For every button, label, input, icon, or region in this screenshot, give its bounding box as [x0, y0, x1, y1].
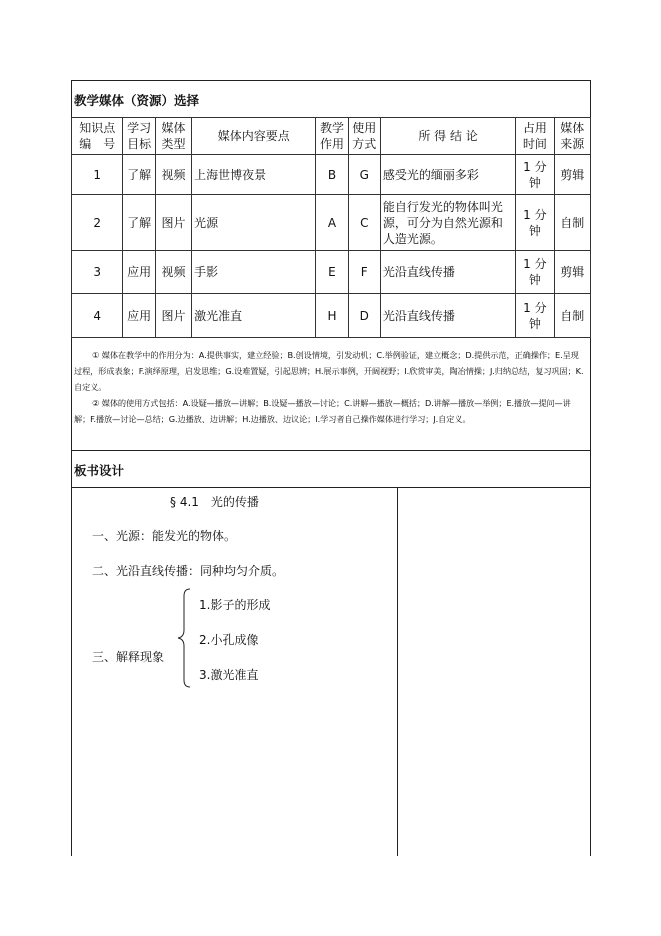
- media-section-title: 教学媒体（资源）选择: [74, 93, 200, 108]
- table-row: [72, 195, 591, 251]
- board-section-title: 板书设计: [74, 463, 125, 478]
- cell-source: 剪辑: [554, 155, 590, 195]
- cell-number: 3: [72, 251, 123, 294]
- cell-goal: 应用: [123, 251, 155, 294]
- board-divider-bottom: [71, 487, 591, 488]
- cell-time: 1 分钟: [516, 251, 554, 294]
- header-number: 知识点 编 号: [72, 118, 123, 155]
- cell-conclusion: 感受光的缅丽多彩: [380, 155, 515, 195]
- cell-content: 手影: [192, 251, 316, 294]
- cell-number: 2: [72, 195, 123, 251]
- cell-time: 1 分钟: [516, 294, 554, 338]
- board-sub-pinhole: 2.小孔成像: [199, 633, 259, 647]
- cell-role: B: [316, 155, 348, 195]
- cell-mode: G: [348, 155, 380, 195]
- cell-mode: F: [348, 251, 380, 294]
- table-row: [72, 251, 591, 294]
- board-column-divider: [397, 487, 398, 856]
- cell-content: 激光准直: [192, 294, 316, 338]
- header-goal: 学习 目标: [123, 118, 155, 155]
- board-item-straight-line: 二、光沿直线传播：同种均匀介质。: [92, 564, 285, 578]
- board-divider-top: [71, 450, 591, 451]
- header-type: 媒体 类型: [155, 118, 191, 155]
- frame-top: [71, 80, 591, 81]
- cell-content: 上海世博夜景: [192, 155, 316, 195]
- cell-type: 图片: [155, 294, 191, 338]
- cell-type: 视频: [155, 155, 191, 195]
- cell-number: 4: [72, 294, 123, 338]
- cell-role: E: [316, 251, 348, 294]
- header-time: 占用 时间: [516, 118, 554, 155]
- cell-content: 光源: [192, 195, 316, 251]
- cell-time: 1 分钟: [516, 195, 554, 251]
- cell-goal: 应用: [123, 294, 155, 338]
- cell-conclusion: 能自行发光的物体叫光源，可分为自然光源和人造光源。: [380, 195, 515, 251]
- cell-time: 1 分钟: [516, 155, 554, 195]
- board-item-light-source: 一、光源：能发光的物体。: [92, 529, 237, 543]
- media-table: [71, 117, 591, 338]
- cell-source: 自制: [554, 195, 590, 251]
- cell-source: 剪辑: [554, 251, 590, 294]
- header-conclusion: 所 得 结 论: [380, 118, 515, 155]
- table-row: [72, 155, 591, 195]
- cell-goal: 了解: [123, 155, 155, 195]
- cell-role: H: [316, 294, 348, 338]
- cell-role: A: [316, 195, 348, 251]
- cell-mode: C: [348, 195, 380, 251]
- curly-brace: [176, 588, 192, 688]
- board-heading: § 4.1 光的传播: [170, 495, 259, 509]
- header-content: 媒体内容要点: [192, 118, 316, 155]
- cell-number: 1: [72, 155, 123, 195]
- header-source: 媒体 来源: [554, 118, 590, 155]
- cell-type: 图片: [155, 195, 191, 251]
- board-item-explain: 三、解释现象: [92, 650, 165, 664]
- board-sub-shadow: 1.影子的形成: [199, 598, 271, 612]
- cell-conclusion: 光沿直线传播: [380, 294, 515, 338]
- media-table-header: [72, 118, 591, 155]
- media-mode-note: ② 媒体的使用方式包括：A.设疑—播放—讲解；B.设疑—播放—讨论；C.讲解—播放—概括；D.讲解—播放—举例；E.播放—提问—讲解；F.播放—讨论—总结；G.边播放、边讲解；H.边播放、边议论；I.学习者自己操作媒体进行学习；J.自定义。: [74, 398, 571, 425]
- cell-goal: 了解: [123, 195, 155, 251]
- cell-conclusion: 光沿直线传播: [380, 251, 515, 294]
- table-row: [72, 294, 591, 338]
- header-mode: 使用 方式: [348, 118, 380, 155]
- media-role-note: ① 媒体在教学中的作用分为：A.提供事实，建立经验；B.创设情境，引发动机；C.举例验证，建立概念；D.提供示范，正确操作；E.呈现过程，形成表象；F.演绎原理，启发思维；G.设难置疑，引起思辨；H.展示事例，开阔视野；I.欣赏审美，陶冶情操；J.归纳总结，复习巩固；K.自定义。: [74, 350, 584, 393]
- board-sub-laser: 3.激光准直: [199, 668, 259, 682]
- cell-source: 自制: [554, 294, 590, 338]
- header-role: 教学 作用: [316, 118, 348, 155]
- cell-mode: D: [348, 294, 380, 338]
- cell-type: 视频: [155, 251, 191, 294]
